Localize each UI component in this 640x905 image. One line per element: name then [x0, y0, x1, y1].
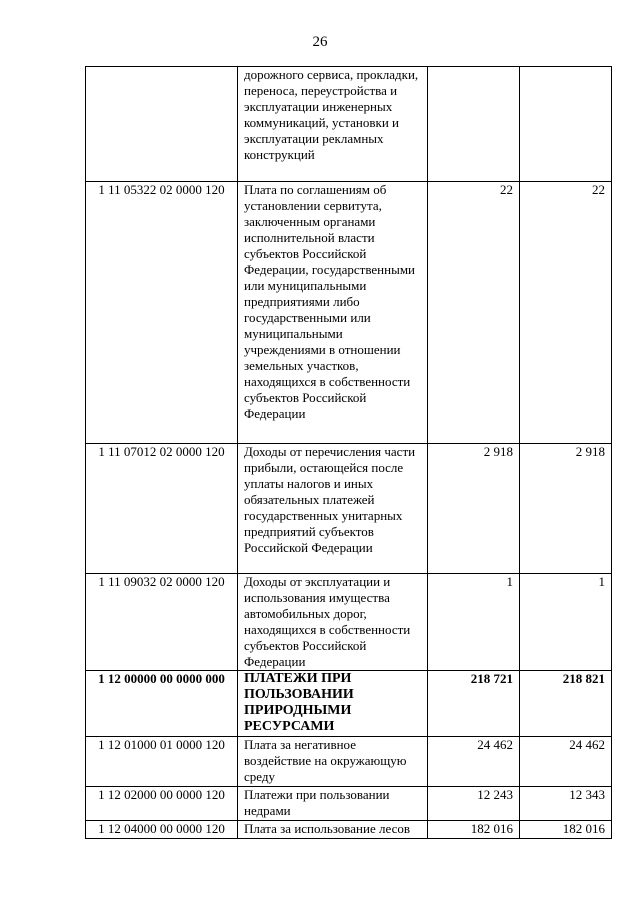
- table-row: [86, 787, 612, 821]
- budget-code: [86, 67, 238, 182]
- revenue-name: Доходы от эксплуатации и использования имущества автомобильных дорог, находящихся в собственности субъектов Российской Федерации: [238, 574, 428, 671]
- value-column-1: 12 243: [428, 787, 520, 821]
- budget-code: 1 11 09032 02 0000 120: [86, 574, 238, 671]
- value-column-2: 182 016: [520, 821, 612, 839]
- value-column-2: 12 343: [520, 787, 612, 821]
- budget-code: 1 12 00000 00 0000 000: [86, 671, 238, 737]
- revenue-name: ПЛАТЕЖИ ПРИ ПОЛЬЗОВАНИИ ПРИРОДНЫМИ РЕСУРСАМИ: [238, 671, 428, 737]
- table-row: [86, 67, 612, 182]
- value-column-2: 22: [520, 182, 612, 444]
- budget-code: 1 12 01000 01 0000 120: [86, 737, 238, 787]
- value-column-1: 22: [428, 182, 520, 444]
- value-column-1: 182 016: [428, 821, 520, 839]
- budget-code: 1 11 07012 02 0000 120: [86, 444, 238, 574]
- table-row: [86, 182, 612, 444]
- value-column-2: [520, 67, 612, 182]
- value-column-2: 24 462: [520, 737, 612, 787]
- value-column-2: 2 918: [520, 444, 612, 574]
- table-row: [86, 444, 612, 574]
- budget-code: 1 12 02000 00 0000 120: [86, 787, 238, 821]
- value-column-2: 218 821: [520, 671, 612, 737]
- budget-revenue-table: [85, 66, 612, 839]
- value-column-2: 1: [520, 574, 612, 671]
- table-row: [86, 574, 612, 671]
- page-number: 26: [312, 34, 328, 50]
- revenue-name: Доходы от перечисления части прибыли, остающейся после уплаты налогов и иных обязательных платежей государственных унитарных предприятий субъектов Российской Федерации: [238, 444, 428, 574]
- table-row: [86, 671, 612, 737]
- budget-code: 1 12 04000 00 0000 120: [86, 821, 238, 839]
- value-column-1: 24 462: [428, 737, 520, 787]
- table-row: [86, 821, 612, 839]
- table-row: [86, 737, 612, 787]
- revenue-name: Плата по соглашениям об установлении сервитута, заключенным органами исполнительной власти субъектов Российской Федерации, государственными или муниципальными предприятиями либо государственными или муниципальными учреждениями в отношении земельных участков, находящихся в собственности субъектов Российской Федерации: [238, 182, 428, 444]
- revenue-name: Плата за использование лесов: [238, 821, 428, 839]
- revenue-name: Платежи при пользовании недрами: [238, 787, 428, 821]
- value-column-1: 2 918: [428, 444, 520, 574]
- value-column-1: 218 721: [428, 671, 520, 737]
- value-column-1: [428, 67, 520, 182]
- value-column-1: 1: [428, 574, 520, 671]
- revenue-name: дорожного сервиса, прокладки, переноса, переустройства и эксплуатации инженерных коммуникаций, установки и эксплуатации рекламных конструкций: [238, 67, 428, 182]
- budget-code: 1 11 05322 02 0000 120: [86, 182, 238, 444]
- revenue-name: Плата за негативное воздействие на окружающую среду: [238, 737, 428, 787]
